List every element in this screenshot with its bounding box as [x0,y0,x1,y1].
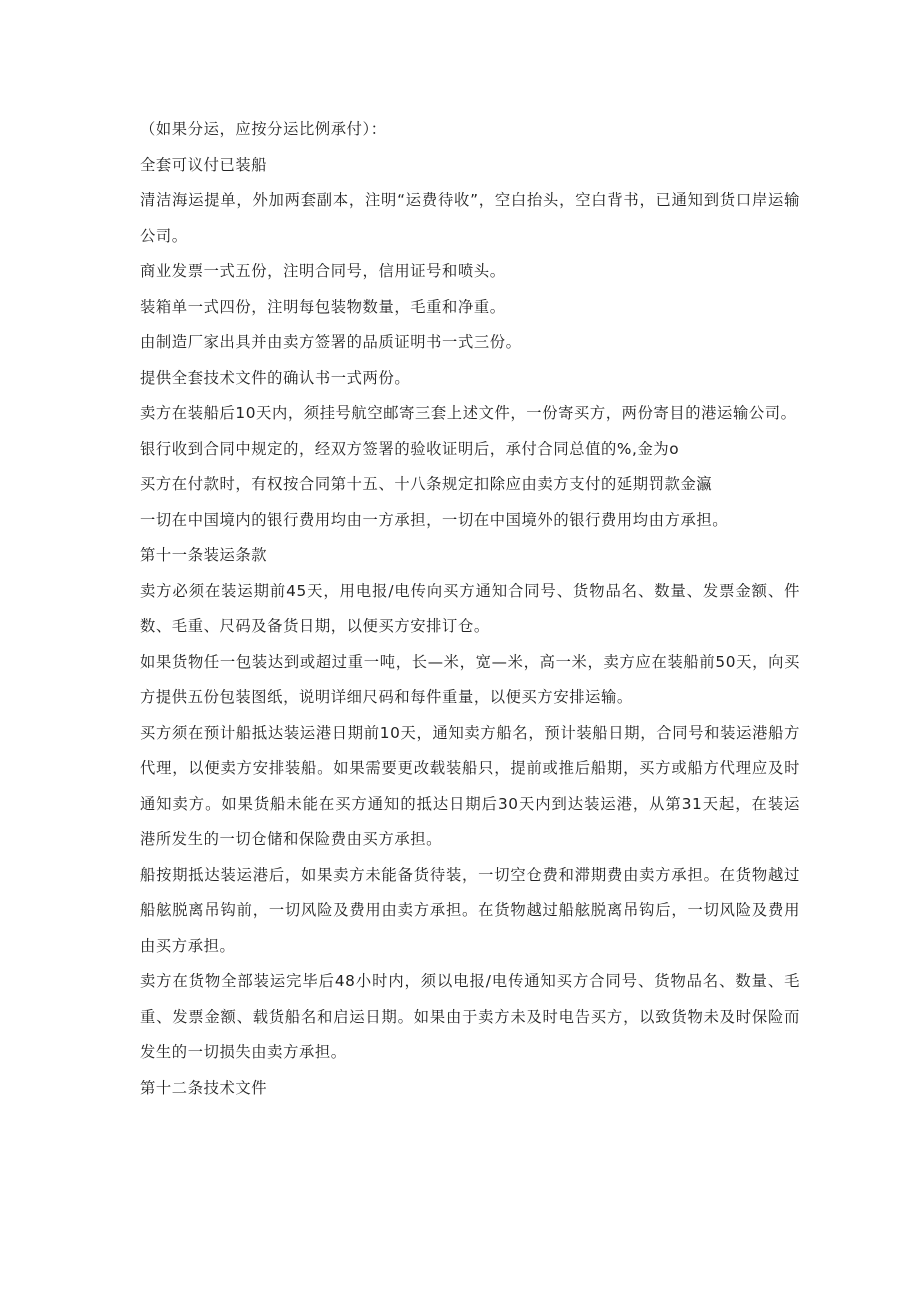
paragraph-risk-transfer: 船按期抵达装运港后，如果卖方未能备货待装，一切空仓费和滞期费由卖方承担。在货物越过船舷脱离吊钩前，一切风险及费用由卖方承担。在货物越过船舷脱离吊钩后，一切风险及费用由买方承担。 [140,865,800,955]
heading-article-12: 第十二条技术文件 [140,1078,268,1097]
paragraph-commercial-invoice: 商业发票一式五份，注明合同号，信用证号和喷头。 [140,262,506,280]
paragraph-shipment-completion: 卖方在货物全部装运完毕后48小时内，须以电报/电传通知买方合同号、货物品名、数量、毛重、发票金额、载货船名和启运日期。如果由于卖方未及时电告买方，以致货物未及时保险而发生的一切损失由卖方承担。 [140,972,800,1061]
paragraph-bank-payment: 银行收到合同中规定的，经双方签署的验收证明后，承付合同总值的%,金为o [140,439,680,458]
paragraph-vessel-arrival: 买方须在预计船抵达装运港日期前10天，通知卖方船名，预计装船日期，合同号和装运港船方代理，以便卖方安排装船。如果需要更改载装船只，提前或推后船期，买方或船方代理应及时通知卖方。如果货船未能在买方通知的抵达日期后30天内到达装运港，从第31天起，在装运港所发生的一切仓储和保险费由买方承担。 [140,723,800,848]
paragraph-split-shipment-note: （如果分运，应按分运比例承付）： [140,120,387,138]
paragraph-technical-docs-confirmation: 提供全套技术文件的确认书一式两份。 [140,368,411,387]
paragraph-oversize-package: 如果货物任一包装达到或超过重一吨，长—米，宽—米，高一米，卖方应在装船前50天，向买方提供五份包装图纸，说明详细尺码和每件重量，以便买方安排运输。 [140,652,800,706]
paragraph-bank-charges: 一切在中国境内的银行费用均由一方承担，一切在中国境外的银行费用均由方承担。 [140,510,729,529]
document-body [140,112,800,1106]
heading-article-11: 第十一条装运条款 [140,546,268,564]
paragraph-penalty-deduction: 买方在付款时，有权按合同第十五、十八条规定扣除应由卖方支付的延期罚款金瀛 [140,475,713,493]
paragraph-bill-of-lading: 清洁海运提单，外加两套副本，注明“运费待收”，空白抬头，空白背书，已通知到货口岸运输公司。 [140,191,800,245]
paragraph-shipment-notice: 卖方必须在装运期前45天，用电报/电传向买方通知合同号、货物品名、数量、发票金额、件数、毛重、尺码及备货日期，以便买方安排订仓。 [140,581,800,635]
paragraph-full-set-negotiable: 全套可议付已装船 [140,155,268,174]
paragraph-packing-list: 装箱单一式四份，注明每包装物数量，毛重和净重。 [140,297,506,316]
paragraph-mailing-documents: 卖方在装船后10天内，须挂号航空邮寄三套上述文件，一份寄买方，两份寄目的港运输公司。 [140,404,797,422]
paragraph-quality-certificate: 由制造厂家出具并由卖方签署的品质证明书一式三份。 [140,333,522,351]
